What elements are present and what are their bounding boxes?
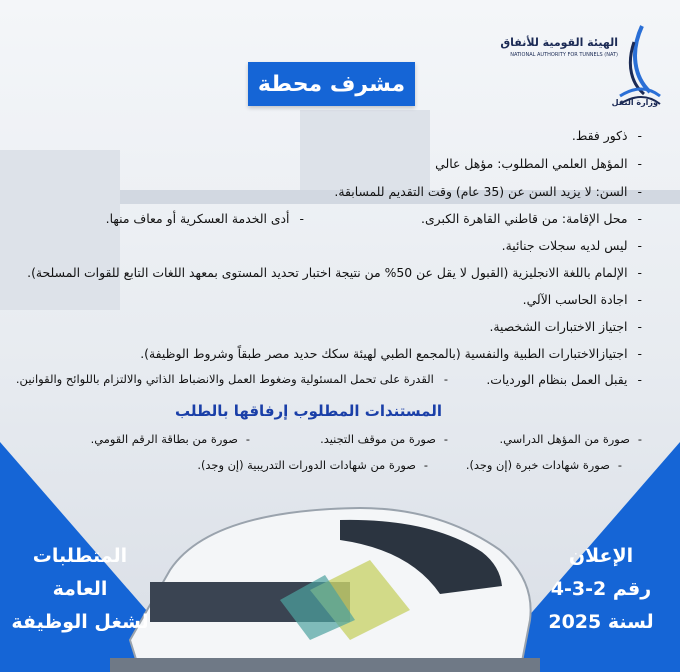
requirement-item: -القدرة على تحمل المسئولية وضغوط العمل والانضباط الذاتي والالتزام باللوائح والقوانين. <box>15 372 448 386</box>
document-item: -صورة شهادات خبرة (إن وجد). <box>465 458 622 472</box>
requirement-item: -المؤهل العلمي المطلوب: مؤهل عالي <box>435 156 642 171</box>
document-item: -صورة من موقف التجنيد. <box>320 432 448 446</box>
requirement-item: -اجتياز الاختبارات الشخصية. <box>489 319 642 334</box>
logo-org-name-en: NATIONAL AUTHORITY FOR TUNNELS (NAT) <box>510 52 618 58</box>
requirement-item: -محل الإقامة: من قاطني القاهرة الكبرى. <box>421 211 642 226</box>
monorail-train-image <box>110 490 540 672</box>
requirement-item: -اجادة الحاسب الآلي. <box>522 292 642 307</box>
page-title: مشرف محطة <box>248 62 415 106</box>
announcement-label: الإعلان رقم 2-3-4 لسنة 2025 <box>548 545 654 633</box>
document-item: -صورة من المؤهل الدراسي. <box>499 432 642 446</box>
document-item: -صورة من بطاقة الرقم القومي. <box>90 432 250 446</box>
requirement-item: -أدى الخدمة العسكرية أو معاف منها. <box>105 211 304 226</box>
requirement-item: -الإلمام باللغة الانجليزية (القبول لا يقل عن 50% من نتيجة اختبار تحديد المستوى بمعهد اللغات التابع للقوات المسلحة). <box>27 265 642 280</box>
requirement-item: -ليس لديه سجلات جنائية. <box>501 238 642 253</box>
general-requirements-label: المتطلبات العامة لشغل الوظيفة <box>11 545 149 633</box>
document-item: -صورة من شهادات الدورات التدريبية (إن وجد). <box>197 458 428 472</box>
requirement-item: -اجتيازالاختبارات الطبية والنفسية (بالمجمع الطبي لهيئة سكك حديد مصر طبقاً وشروط الوظيفة). <box>140 346 642 361</box>
requirement-item: -السن: لا يزيد السن عن (35 عام) وقت التقديم للمسابقة. <box>334 184 642 199</box>
bg-building <box>0 150 120 310</box>
requirement-item: -ذكور فقط. <box>571 128 642 143</box>
logo-ministry: وزارة النقل <box>611 98 658 107</box>
requirement-item: -يقبل العمل بنظام الورديات. <box>486 372 642 387</box>
logo-org-name: الهيئة القومية للأنفاق <box>500 36 618 49</box>
documents-heading: المستندات المطلوب إرفاقها بالطلب <box>174 402 442 420</box>
